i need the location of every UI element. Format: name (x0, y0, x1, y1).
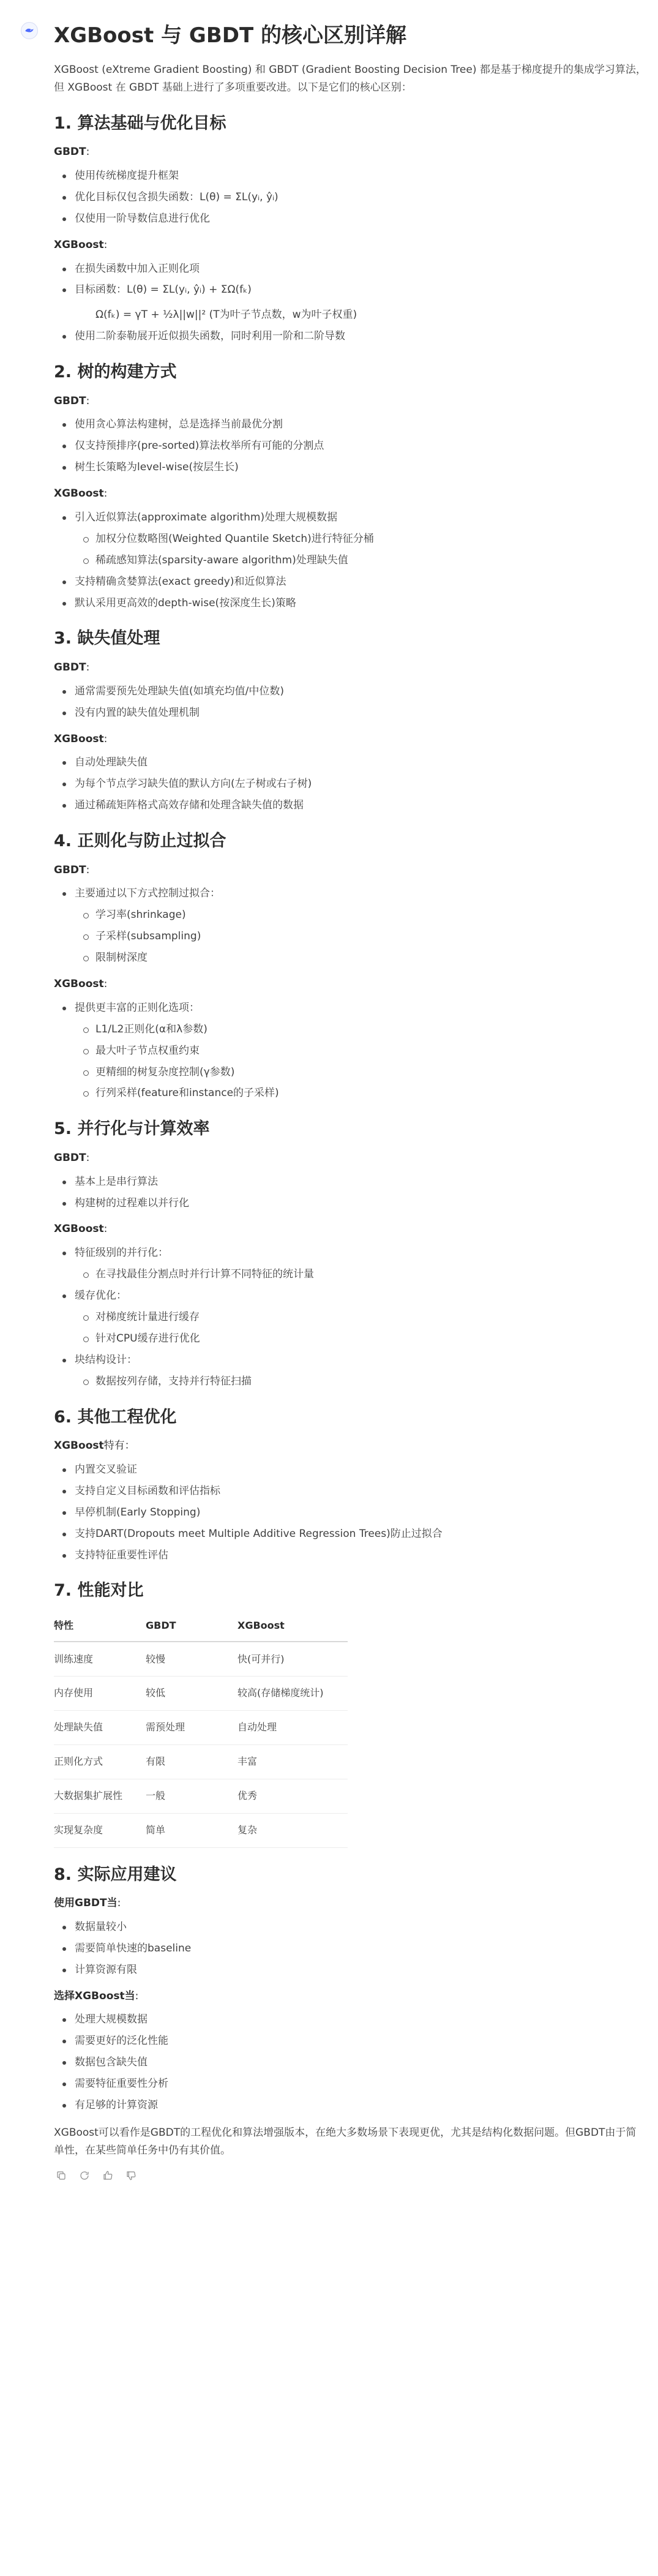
list-item: 支持精确贪婪算法(exact greedy)和近似算法 (54, 573, 648, 591)
gbdt-list (54, 1173, 648, 1212)
table-row (54, 1813, 348, 1847)
list-item: 块结构设计： (54, 1351, 648, 1369)
comparison-table (54, 1611, 348, 1848)
xgboost-list (54, 509, 648, 612)
table-cell: 优秀 (237, 1779, 348, 1813)
xgboost-label: XGBoost: (54, 238, 108, 251)
page-title: XGBoost 与 GBDT 的核心区别详解 (54, 23, 406, 48)
table-cell: 丰富 (237, 1744, 348, 1779)
list-item: 主要通过以下方式控制过拟合： (54, 885, 648, 903)
list-item: 仅使用一阶导数信息进行优化 (54, 210, 648, 228)
list-item: 处理大规模数据 (54, 2011, 648, 2029)
sub-list-item: 对梯度统计量进行缓存 (54, 1309, 648, 1326)
table-row (54, 1779, 348, 1813)
xgboost-label: XGBoost: (54, 732, 108, 745)
list-item: 早停机制(Early Stopping) (54, 1504, 648, 1522)
xgboost-label: XGBoost: (54, 487, 108, 500)
table-row (54, 1710, 348, 1744)
list-item: 通常需要预先处理缺失值(如填充均值/中位数) (54, 683, 648, 700)
list-item: 基本上是串行算法 (54, 1173, 648, 1191)
xgboost-list (54, 999, 648, 1102)
list-item: 计算资源有限 (54, 1961, 648, 1979)
list-item: 数据量较小 (54, 1918, 648, 1936)
gbdt-list (54, 416, 648, 476)
thumbs-up-icon (102, 2170, 113, 2181)
like-button[interactable] (100, 2168, 115, 2183)
list-item: 优化目标仅包含损失函数：L(θ) = ΣL(yᵢ, ŷᵢ) (54, 189, 648, 206)
thumbs-down-icon (125, 2170, 136, 2181)
use-gbdt-list (54, 1918, 648, 1979)
message-content (54, 22, 648, 2183)
gbdt-list (54, 885, 648, 967)
section-heading-7: 7. 性能对比 (54, 1581, 144, 1601)
section-heading-1: 1. 算法基础与优化目标 (54, 113, 226, 133)
xgboost-list (54, 754, 648, 814)
regenerate-button[interactable] (77, 2168, 92, 2183)
list-item: 内置交叉验证 (54, 1461, 648, 1479)
section-heading-6: 6. 其他工程优化 (54, 1407, 177, 1427)
copy-icon (56, 2170, 67, 2181)
section-heading-5: 5. 并行化与计算效率 (54, 1119, 210, 1139)
list-item: 有足够的计算资源 (54, 2097, 648, 2114)
table-cell: 实现复杂度 (54, 1813, 146, 1847)
gbdt-label: GBDT: (54, 146, 90, 159)
table-cell: 较高(存储梯度统计) (237, 1676, 348, 1710)
gbdt-list (54, 683, 648, 722)
use-gbdt-label: 使用GBDT当: (54, 1896, 121, 1909)
sub-list-item: 加权分位数略图(Weighted Quantile Sketch)进行特征分桶 (54, 530, 648, 548)
assistant-avatar (21, 22, 38, 39)
gbdt-label: GBDT: (54, 661, 90, 674)
sub-list-item: L1/L2正则化(α和λ参数) (54, 1021, 648, 1038)
sub-list-item: 针对CPU缓存进行优化 (54, 1330, 648, 1348)
deepseek-whale-logo-icon (24, 25, 35, 36)
table-header: 特性 (54, 1611, 146, 1642)
list-item: 默认采用更高效的depth-wise(按深度生长)策略 (54, 595, 648, 612)
list-item: 需要特征重要性分析 (54, 2075, 648, 2093)
list-item: 特征级别的并行化： (54, 1244, 648, 1262)
list-item: 使用贪心算法构建树，总是选择当前最优分割 (54, 416, 648, 434)
message-actions (54, 2168, 648, 2183)
sub-list-item: 子采样(subsampling) (54, 928, 648, 945)
list-item: 数据包含缺失值 (54, 2054, 648, 2071)
sub-list-item: 数据按列存储，支持并行特征扫描 (54, 1373, 648, 1391)
xgboost-list (54, 260, 648, 299)
list-item: 使用传统梯度提升框架 (54, 167, 648, 185)
gbdt-label: GBDT: (54, 863, 90, 876)
gbdt-list (54, 167, 648, 228)
sub-list-item: 更精细的树复杂度控制(γ参数) (54, 1064, 648, 1081)
xgboost-features-label: XGBoost特有： (54, 1440, 135, 1452)
list-item: 需要简单快速的baseline (54, 1940, 648, 1958)
list-item: 引入近似算法(approximate algorithm)处理大规模数据 (54, 509, 648, 527)
table-cell: 较慢 (146, 1642, 237, 1676)
list-item: 没有内置的缺失值处理机制 (54, 704, 648, 722)
list-item: 使用二阶泰勒展开近似损失函数，同时利用一阶和二阶导数 (54, 328, 648, 345)
table-header: GBDT (146, 1611, 237, 1642)
copy-button[interactable] (54, 2168, 69, 2183)
table-row (54, 1744, 348, 1779)
table-cell: 较低 (146, 1676, 237, 1710)
gbdt-label: GBDT: (54, 1151, 90, 1164)
list-item: 目标函数：L(θ) = ΣL(yᵢ, ŷᵢ) + ΣΩ(fₖ) (54, 281, 648, 299)
list-item: 缓存优化： (54, 1287, 648, 1305)
gbdt-label: GBDT: (54, 394, 90, 407)
use-xgboost-label: 选择XGBoost当: (54, 1989, 139, 2002)
sub-list-item: 最大叶子节点权重约束 (54, 1042, 648, 1060)
section-heading-8: 8. 实际应用建议 (54, 1864, 177, 1884)
table-cell: 一般 (146, 1779, 237, 1813)
section-heading-4: 4. 正则化与防止过拟合 (54, 832, 226, 851)
xgboost-features-list (54, 1461, 648, 1564)
table-cell: 内存使用 (54, 1676, 146, 1710)
list-item: 仅支持预排序(pre-sorted)算法枚举所有可能的分割点 (54, 437, 648, 455)
sub-list-item: 学习率(shrinkage) (54, 906, 648, 924)
sub-list-item: 限制树深度 (54, 949, 648, 967)
sub-list-item: 稀疏感知算法(sparsity-aware algorithm)处理缺失值 (54, 552, 648, 569)
list-item: 支持特征重要性评估 (54, 1547, 648, 1564)
xgboost-list-cont (54, 328, 648, 345)
list-item: 为每个节点学习缺失值的默认方向(左子树或右子树) (54, 775, 648, 793)
table-cell: 大数据集扩展性 (54, 1779, 146, 1813)
section-heading-3: 3. 缺失值处理 (54, 629, 160, 648)
list-item: 构建树的过程难以并行化 (54, 1195, 648, 1212)
use-xgboost-list (54, 2011, 648, 2114)
dislike-button[interactable] (124, 2168, 138, 2183)
table-cell: 需预处理 (146, 1710, 237, 1744)
table-header-row (54, 1611, 348, 1642)
table-cell: 复杂 (237, 1813, 348, 1847)
table-cell: 快(可并行) (237, 1642, 348, 1676)
intro-paragraph: XGBoost (eXtreme Gradient Boosting) 和 GBDT (Gradient Boosting Decision Tree) 都是基于梯度提升的集成学习算法，但 XGBoost 在 GBDT 基础上进行了多项重要改进。以下是它们的核心区别： (54, 63, 646, 94)
table-cell: 训练速度 (54, 1642, 146, 1676)
list-item: 支持DART(Dropouts meet Multiple Additive Regression Trees)防止过拟合 (54, 1525, 648, 1543)
table-row (54, 1642, 348, 1676)
list-item: 树生长策略为level-wise(按层生长) (54, 459, 648, 476)
table-cell: 自动处理 (237, 1710, 348, 1744)
regularization-formula: Ω(fₖ) = γT + ½λ||w||² (T为叶子节点数，w为叶子权重) (95, 309, 357, 321)
xgboost-label: XGBoost: (54, 1223, 108, 1236)
list-item: 支持自定义目标函数和评估指标 (54, 1482, 648, 1500)
table-row (54, 1676, 348, 1710)
table-cell: 有限 (146, 1744, 237, 1779)
sub-list-item: 在寻找最佳分割点时并行计算不同特征的统计量 (54, 1266, 648, 1283)
table-cell: 正则化方式 (54, 1744, 146, 1779)
xgboost-label: XGBoost: (54, 978, 108, 991)
list-item: 通过稀疏矩阵格式高效存储和处理含缺失值的数据 (54, 797, 648, 814)
list-item: 自动处理缺失值 (54, 754, 648, 772)
regenerate-icon (79, 2170, 90, 2181)
list-item: 需要更好的泛化性能 (54, 2032, 648, 2050)
table-cell: 处理缺失值 (54, 1710, 146, 1744)
xgboost-list (54, 1244, 648, 1390)
sub-list-item: 行列采样(feature和instance的子采样) (54, 1084, 648, 1102)
table-header: XGBoost (237, 1611, 348, 1642)
section-heading-2: 2. 树的构建方式 (54, 362, 177, 382)
list-item: 在损失函数中加入正则化项 (54, 260, 648, 278)
list-item: 提供更丰富的正则化选项： (54, 999, 648, 1017)
conclusion-paragraph: XGBoost可以看作是GBDT的工程优化和算法增强版本，在绝大多数场景下表现更优，尤其是结构化数据问题。但GBDT由于简单性，在某些简单任务中仍有其价值。 (54, 2126, 637, 2157)
table-cell: 简单 (146, 1813, 237, 1847)
